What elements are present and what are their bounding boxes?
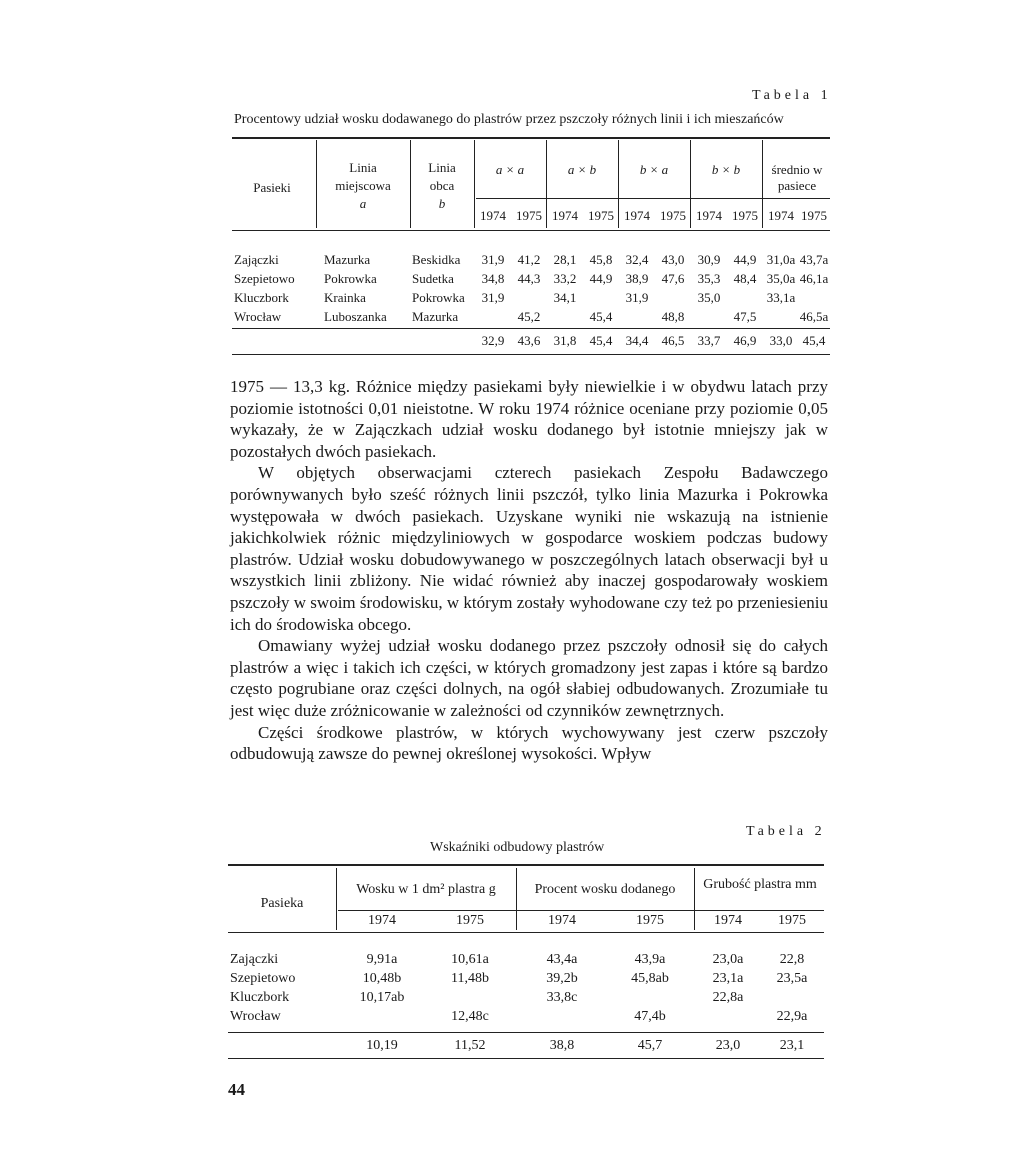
t1-total-value: 45,4 <box>589 333 613 348</box>
t2-header-pasieka: Pasieka <box>260 896 304 911</box>
t2-cell-value: 9,91a <box>366 952 398 967</box>
t1-cell-value: 31,0a <box>766 252 796 267</box>
t1-cell-value: 35,0a <box>766 271 796 286</box>
t1-cell-value: 32,4 <box>625 252 649 267</box>
t2-subheader-rule <box>338 910 824 911</box>
t1-header-obca-2: obca <box>429 178 455 193</box>
t2-bottom-rule <box>228 1058 824 1059</box>
table1-label: Tabela 1 <box>752 88 832 103</box>
t1-cell-value: 28,1 <box>553 252 577 267</box>
t1-total-value: 33,0 <box>769 333 793 348</box>
t1-cell-miejscowa: Pokrowka <box>324 271 377 286</box>
t1-cell-value: 45,4 <box>589 309 613 324</box>
paragraph: W objętych obserwacjami czterech pasiekach Zespołu Badawczego porównywanych było sześć różnych linii pszczół, tylko linia Mazurka i Pokrowka występowała w dwóch pasiekach. Uzyskane wyniki nie wskazują na istnienie jakichkolwiek różnic międzyliniowych w gospodarce woskiem podczas budowy plastrów. Udział wosku dobudowywanego w poszczególnych latach obserwacji był u wszystkich linii zbliżony. Nie widać również aby inaczej gospodarowały woskiem pszczoły w swoim środowisku, w którym zostały wyhodowane czy też po przeniesieniu ich do środowiska obcego. <box>230 463 828 634</box>
t1-header-miejscowa-3: a <box>359 196 367 211</box>
t1-year-header: 1974 <box>768 208 794 223</box>
t1-vrule <box>474 140 475 228</box>
t1-header-axb: a × b <box>567 162 597 177</box>
t1-cell-value: 33,1a <box>766 290 796 305</box>
t1-total-value: 45,4 <box>802 333 826 348</box>
t2-year-header: 1975 <box>456 913 484 928</box>
t1-header-miejscowa-1: Linia <box>349 160 377 175</box>
t2-header-bottom-rule <box>228 932 824 933</box>
t1-header-srednio-2: pasiece <box>777 178 817 193</box>
t1-cell-value: 41,2 <box>517 252 541 267</box>
t2-cell-value: 39,2b <box>546 971 578 986</box>
t2-total-value: 45,7 <box>637 1038 663 1053</box>
t2-year-header: 1974 <box>548 913 576 928</box>
t1-total-value: 43,6 <box>517 333 541 348</box>
t1-vrule <box>546 140 547 228</box>
t2-cell-value: 33,8c <box>546 990 578 1005</box>
t2-cell-value: 12,48c <box>451 1009 489 1024</box>
t1-header-bxa: b × a <box>639 162 669 177</box>
paragraph: Omawiany wyżej udział wosku dodanego przez pszczoły odnosił się do całych plastrów a więc i takich ich części, w których gromadzony jest zapas i które są bardzo często pogrubiane oraz części dolnych, na ogół słabiej odbudowanych. Zrozumiałe tu jest więc duże zróżnicowanie w zależności od czynników zewnętrznych. <box>230 636 828 720</box>
t2-totals-rule <box>228 1032 824 1033</box>
t1-year-header: 1975 <box>588 208 614 223</box>
t1-cell-value: 48,4 <box>733 271 757 286</box>
t1-year-header: 1974 <box>552 208 578 223</box>
t1-year-header: 1975 <box>516 208 542 223</box>
t2-year-header: 1974 <box>368 913 396 928</box>
t1-cell-value: 47,6 <box>661 271 685 286</box>
t2-cell-value: 11,48b <box>451 971 489 986</box>
t1-cell-value: 35,0 <box>697 290 721 305</box>
t1-year-header: 1974 <box>480 208 506 223</box>
t1-cell-value: 43,0 <box>661 252 685 267</box>
t1-total-value: 32,9 <box>481 333 505 348</box>
t1-header-pasieki: Pasieki <box>253 180 291 195</box>
t1-cell-value: 33,2 <box>553 271 577 286</box>
paragraph: 1975 — 13,3 kg. Różnice między pasiekami były niewielkie i w obydwu latach przy poziomie istotności 0,01 nieistotne. W roku 1974 różnice oceniane przy poziomie 0,05 wykazały, że w Zajączkach udział wosku dodanego był istotnie mniejszy jak w pozostałych dwóch pasiekach. <box>230 377 828 461</box>
t1-cell-pasieka: Kluczbork <box>234 290 289 305</box>
t1-total-value: 33,7 <box>697 333 721 348</box>
t2-cell-value: 23,1a <box>712 971 744 986</box>
t2-cell-pasieka: Wrocław <box>230 1009 281 1024</box>
t1-cell-value: 31,9 <box>481 252 505 267</box>
t2-header-group-1: Wosku w 1 dm² plastra g <box>356 882 496 897</box>
t1-cell-value: 46,5a <box>799 309 829 324</box>
t1-cell-obca: Beskidka <box>412 252 461 267</box>
t1-cell-value: 43,7a <box>799 252 829 267</box>
t2-cell-value: 43,9a <box>634 952 666 967</box>
t2-total-value: 23,1 <box>779 1038 805 1053</box>
t1-header-bottom-rule <box>232 230 830 231</box>
t2-year-header: 1975 <box>636 913 664 928</box>
t2-header-group-2: Procent wosku dodanego <box>534 882 676 897</box>
t2-cell-pasieka: Zajączki <box>230 952 279 967</box>
t1-cell-value: 45,2 <box>517 309 541 324</box>
t2-vrule <box>336 868 337 930</box>
t1-cell-value: 44,9 <box>589 271 613 286</box>
t1-cell-value: 30,9 <box>697 252 721 267</box>
t1-cell-value: 31,9 <box>625 290 649 305</box>
t1-year-header: 1974 <box>624 208 650 223</box>
t1-cell-miejscowa: Mazurka <box>324 252 371 267</box>
t1-header-axa: a × a <box>495 162 525 177</box>
t2-cell-value: 47,4b <box>634 1009 666 1024</box>
t2-cell-value: 23,0a <box>712 952 744 967</box>
t1-header-obca-1: Linia <box>428 160 456 175</box>
t2-year-header: 1975 <box>778 913 806 928</box>
t2-total-value: 38,8 <box>549 1038 575 1053</box>
t2-cell-value: 23,5a <box>776 971 808 986</box>
t1-total-value: 34,4 <box>625 333 649 348</box>
paragraph: Części środkowe plastrów, w których wychowywany jest czerw pszczoły odbudowują zawsze do pewnej określonej wysokości. Wpływ <box>230 722 828 764</box>
t1-cell-pasieka: Zajączki <box>234 252 279 267</box>
t2-cell-value: 10,48b <box>362 971 402 986</box>
t1-cell-value: 47,5 <box>733 309 757 324</box>
t2-total-value: 10,19 <box>366 1038 398 1053</box>
t1-year-header: 1975 <box>732 208 758 223</box>
t1-total-value: 31,8 <box>553 333 577 348</box>
t1-vrule <box>762 140 763 228</box>
t2-cell-pasieka: Kluczbork <box>230 990 290 1005</box>
t2-cell-value: 22,8a <box>712 990 744 1005</box>
t2-cell-value: 22,8 <box>779 952 805 967</box>
t1-cell-value: 34,8 <box>481 271 505 286</box>
t2-total-value: 11,52 <box>454 1038 486 1053</box>
t1-cell-value: 34,1 <box>553 290 577 305</box>
t1-vrule <box>316 140 317 228</box>
t2-cell-value: 10,17ab <box>359 990 405 1005</box>
table2-label: Tabela 2 <box>746 824 826 839</box>
t1-header-srednio-1: średnio w <box>771 162 823 177</box>
body-text <box>230 376 828 765</box>
t1-cell-obca: Mazurka <box>412 309 459 324</box>
t1-year-header: 1974 <box>696 208 722 223</box>
t2-cell-value: 43,4a <box>546 952 578 967</box>
t2-cell-value: 45,8ab <box>631 971 669 986</box>
t1-vrule <box>410 140 411 228</box>
t1-vrule <box>690 140 691 228</box>
t1-cell-value: 48,8 <box>661 309 685 324</box>
t1-cell-miejscowa: Luboszanka <box>324 309 387 324</box>
t1-total-value: 46,5 <box>661 333 685 348</box>
t1-bottom-rule <box>232 354 830 355</box>
table1-top-rule <box>232 137 830 139</box>
t1-cell-value: 31,9 <box>481 290 505 305</box>
t1-header-miejscowa-2: miejscowa <box>335 178 391 193</box>
t1-cell-pasieka: Wrocław <box>234 309 282 324</box>
t1-cell-pasieka: Szepietowo <box>234 271 295 286</box>
table2-top-rule <box>228 864 824 866</box>
t1-year-header: 1975 <box>801 208 827 223</box>
t2-cell-value: 10,61a <box>451 952 489 967</box>
t1-subheader-rule <box>476 198 830 199</box>
t1-vrule <box>618 140 619 228</box>
table1-caption: Procentowy udział wosku dodawanego do plastrów przez pszczoły różnych linii i ich mieszańców <box>234 112 784 127</box>
t1-cell-obca: Pokrowka <box>412 290 465 305</box>
t1-cell-value: 44,3 <box>517 271 541 286</box>
t2-vrule <box>694 868 695 930</box>
t1-cell-value: 35,3 <box>697 271 721 286</box>
t2-total-value: 23,0 <box>715 1038 741 1053</box>
t2-vrule <box>516 868 517 930</box>
t1-header-bxb: b × b <box>711 162 741 177</box>
t1-cell-miejscowa: Krainka <box>324 290 366 305</box>
t1-cell-value: 38,9 <box>625 271 649 286</box>
t1-cell-obca: Sudetka <box>412 271 454 286</box>
t2-cell-value: 22,9a <box>776 1009 808 1024</box>
t2-header-group-3: Grubość plastra mm <box>703 877 817 892</box>
t1-cell-value: 46,1a <box>799 271 829 286</box>
t1-total-value: 46,9 <box>733 333 757 348</box>
t1-totals-rule <box>232 328 830 329</box>
t2-cell-pasieka: Szepietowo <box>230 971 296 986</box>
page-number: 44 <box>228 1080 245 1099</box>
t2-year-header: 1974 <box>714 913 742 928</box>
t1-header-obca-3: b <box>438 196 446 211</box>
t1-year-header: 1975 <box>660 208 686 223</box>
t1-cell-value: 45,8 <box>589 252 613 267</box>
t1-cell-value: 44,9 <box>733 252 757 267</box>
table2-caption: Wskaźniki odbudowy plastrów <box>430 840 605 855</box>
